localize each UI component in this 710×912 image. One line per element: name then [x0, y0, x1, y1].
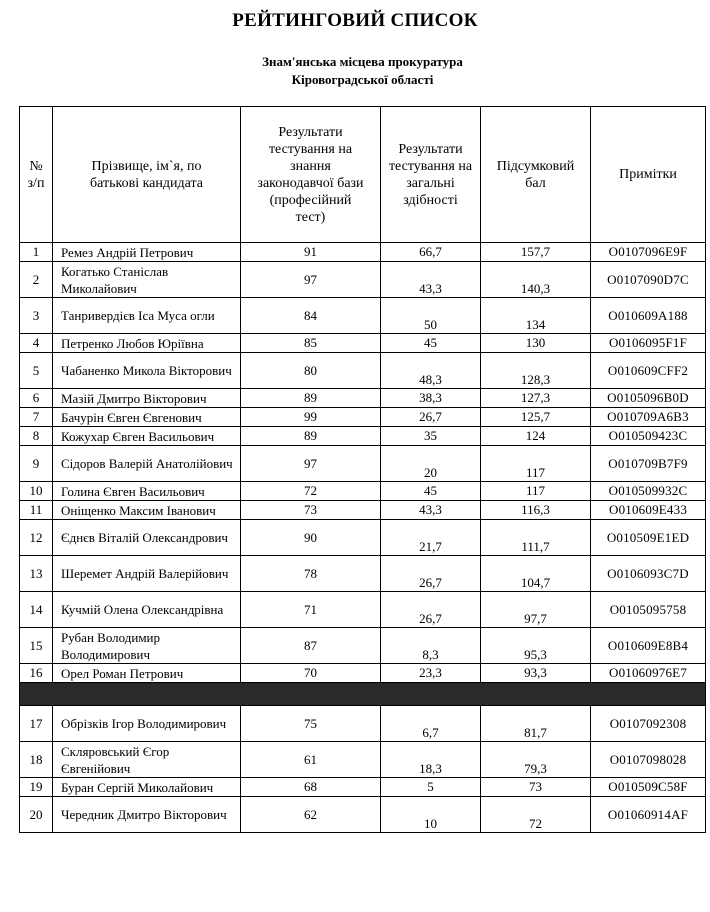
note-code: O0107096E9F: [591, 243, 706, 262]
general-test-score: 21,7: [381, 520, 481, 556]
table-row: [20, 797, 706, 833]
total-score: 116,3: [481, 501, 591, 520]
law-test-score: 61: [241, 742, 381, 778]
total-score: 117: [481, 446, 591, 482]
candidate-name: Буран Сергій Миколайович: [53, 778, 241, 797]
general-test-score: 23,3: [381, 664, 481, 683]
note-code: O0105095758: [591, 592, 706, 628]
general-test-score: 48,3: [381, 353, 481, 389]
table-row: [20, 353, 706, 389]
note-code: O010509423C: [591, 427, 706, 446]
note-code: O01060976E7: [591, 664, 706, 683]
table-row: [20, 482, 706, 501]
row-number: 14: [20, 592, 53, 628]
row-number: 12: [20, 520, 53, 556]
total-score: 111,7: [481, 520, 591, 556]
table-row: [20, 742, 706, 778]
law-test-score: 78: [241, 556, 381, 592]
total-score: 127,3: [481, 389, 591, 408]
total-score: 97,7: [481, 592, 591, 628]
law-test-score: 72: [241, 482, 381, 501]
law-test-score: 97: [241, 446, 381, 482]
table-row: [20, 778, 706, 797]
law-test-score: 71: [241, 592, 381, 628]
candidate-name: Орел Роман Петрович: [53, 664, 241, 683]
page-title: РЕЙТИНГОВИЙ СПИСОК: [232, 10, 478, 31]
general-test-score: 18,3: [381, 742, 481, 778]
note-code: O0107098028: [591, 742, 706, 778]
law-test-score: 99: [241, 408, 381, 427]
total-score: 157,7: [481, 243, 591, 262]
row-number: 4: [20, 334, 53, 353]
row-number: 17: [20, 706, 53, 742]
row-number: 15: [20, 628, 53, 664]
candidate-name: Скляровський Єгор Євгенійович: [53, 742, 241, 778]
row-number: 9: [20, 446, 53, 482]
note-code: O0107090D7C: [591, 262, 706, 298]
separator-bar: [20, 683, 706, 706]
header-general-test: Результати тестування на загальні здібності: [381, 107, 481, 243]
general-test-score: 35: [381, 427, 481, 446]
table-row: [20, 408, 706, 427]
total-score: 130: [481, 334, 591, 353]
law-test-score: 91: [241, 243, 381, 262]
table-row: [20, 334, 706, 353]
table-row: [20, 706, 706, 742]
table-row: [20, 243, 706, 262]
candidate-name: Сідоров Валерій Анатолійович: [53, 446, 241, 482]
candidate-name: Бачурін Євген Євгенович: [53, 408, 241, 427]
total-score: 93,3: [481, 664, 591, 683]
general-test-score: 10: [381, 797, 481, 833]
general-test-score: 5: [381, 778, 481, 797]
candidate-name: Оніщенко Максим Іванович: [53, 501, 241, 520]
candidate-name: Ремез Андрій Петрович: [53, 243, 241, 262]
row-number: 16: [20, 664, 53, 683]
law-test-score: 87: [241, 628, 381, 664]
note-code: O0105096B0D: [591, 389, 706, 408]
table-row: [20, 389, 706, 408]
note-code: O010509932C: [591, 482, 706, 501]
law-test-score: 85: [241, 334, 381, 353]
general-test-score: 6,7: [381, 706, 481, 742]
general-test-score: 38,3: [381, 389, 481, 408]
total-score: 117: [481, 482, 591, 501]
table-row: [20, 628, 706, 664]
law-test-score: 84: [241, 298, 381, 334]
row-number: 10: [20, 482, 53, 501]
table-row: [20, 446, 706, 482]
law-test-score: 75: [241, 706, 381, 742]
general-test-score: 45: [381, 482, 481, 501]
total-score: 104,7: [481, 556, 591, 592]
table-row: [20, 262, 706, 298]
general-test-score: 45: [381, 334, 481, 353]
total-score: 79,3: [481, 742, 591, 778]
total-score: 125,7: [481, 408, 591, 427]
law-test-score: 73: [241, 501, 381, 520]
header-number: № з/п: [20, 107, 53, 243]
law-test-score: 70: [241, 664, 381, 683]
total-score: 124: [481, 427, 591, 446]
row-number: 11: [20, 501, 53, 520]
candidate-name: Петренко Любов Юріївна: [53, 334, 241, 353]
note-code: O010509E1ED: [591, 520, 706, 556]
note-code: O010709A6B3: [591, 408, 706, 427]
subtitle-region: Кіровоградської області: [291, 72, 434, 87]
candidate-name: Обрізків Ігор Володимирович: [53, 706, 241, 742]
row-number: 13: [20, 556, 53, 592]
law-test-score: 62: [241, 797, 381, 833]
general-test-score: 66,7: [381, 243, 481, 262]
total-score: 128,3: [481, 353, 591, 389]
note-code: O010609E433: [591, 501, 706, 520]
row-number: 5: [20, 353, 53, 389]
table-row: [20, 427, 706, 446]
row-number: 3: [20, 298, 53, 334]
total-score: 81,7: [481, 706, 591, 742]
general-test-score: 26,7: [381, 592, 481, 628]
note-code: O010609CFF2: [591, 353, 706, 389]
rating-table: [19, 106, 706, 833]
general-test-score: 26,7: [381, 408, 481, 427]
general-test-score: 26,7: [381, 556, 481, 592]
rating-table-body: [20, 243, 706, 833]
header-law-test: Результати тестування на знання законодавчої бази (професійний тест): [241, 107, 381, 243]
table-row: [20, 501, 706, 520]
candidate-name: Чабаненко Микола Вікторович: [53, 353, 241, 389]
total-score: 95,3: [481, 628, 591, 664]
law-test-score: 80: [241, 353, 381, 389]
general-test-score: 43,3: [381, 501, 481, 520]
candidate-name: Чередник Дмитро Вікторович: [53, 797, 241, 833]
candidate-name: Мазій Дмитро Вікторович: [53, 389, 241, 408]
note-code: O010509C58F: [591, 778, 706, 797]
general-test-score: 50: [381, 298, 481, 334]
header-notes: Примітки: [591, 107, 706, 243]
row-number: 18: [20, 742, 53, 778]
general-test-score: 43,3: [381, 262, 481, 298]
general-test-score: 20: [381, 446, 481, 482]
note-code: O0106093C7D: [591, 556, 706, 592]
note-code: O0106095F1F: [591, 334, 706, 353]
subtitle-office: Знам'янська місцева прокуратура: [262, 54, 463, 69]
law-test-score: 89: [241, 427, 381, 446]
row-number: 8: [20, 427, 53, 446]
row-number: 6: [20, 389, 53, 408]
note-code: O0107092308: [591, 706, 706, 742]
note-code: O010709B7F9: [591, 446, 706, 482]
separator-cell: [20, 683, 706, 706]
row-number: 19: [20, 778, 53, 797]
note-code: O01060914AF: [591, 797, 706, 833]
law-test-score: 97: [241, 262, 381, 298]
row-number: 7: [20, 408, 53, 427]
total-score: 72: [481, 797, 591, 833]
candidate-name: Танривердієв Іса Муса огли: [53, 298, 241, 334]
note-code: O010609A188: [591, 298, 706, 334]
table-row: [20, 664, 706, 683]
candidate-name: Кучмій Олена Олександрівна: [53, 592, 241, 628]
table-row: [20, 520, 706, 556]
table-row: [20, 592, 706, 628]
total-score: 73: [481, 778, 591, 797]
law-test-score: 90: [241, 520, 381, 556]
header-total-score: Підсумковий бал: [481, 107, 591, 243]
candidate-name: Шеремет Андрій Валерійович: [53, 556, 241, 592]
table-row: [20, 556, 706, 592]
row-number: 1: [20, 243, 53, 262]
general-test-score: 8,3: [381, 628, 481, 664]
note-code: O010609E8B4: [591, 628, 706, 664]
candidate-name: Рубан Володимир Володимирович: [53, 628, 241, 664]
row-number: 2: [20, 262, 53, 298]
total-score: 134: [481, 298, 591, 334]
candidate-name: Голина Євген Васильович: [53, 482, 241, 501]
candidate-name: Когатько Станіслав Миколайович: [53, 262, 241, 298]
total-score: 140,3: [481, 262, 591, 298]
row-number: 20: [20, 797, 53, 833]
law-test-score: 89: [241, 389, 381, 408]
candidate-name: Кожухар Євген Васильович: [53, 427, 241, 446]
header-name: Прізвище, ім`я, по батькові кандидата: [53, 107, 241, 243]
law-test-score: 68: [241, 778, 381, 797]
candidate-name: Єднєв Віталій Олександрович: [53, 520, 241, 556]
table-row: [20, 298, 706, 334]
